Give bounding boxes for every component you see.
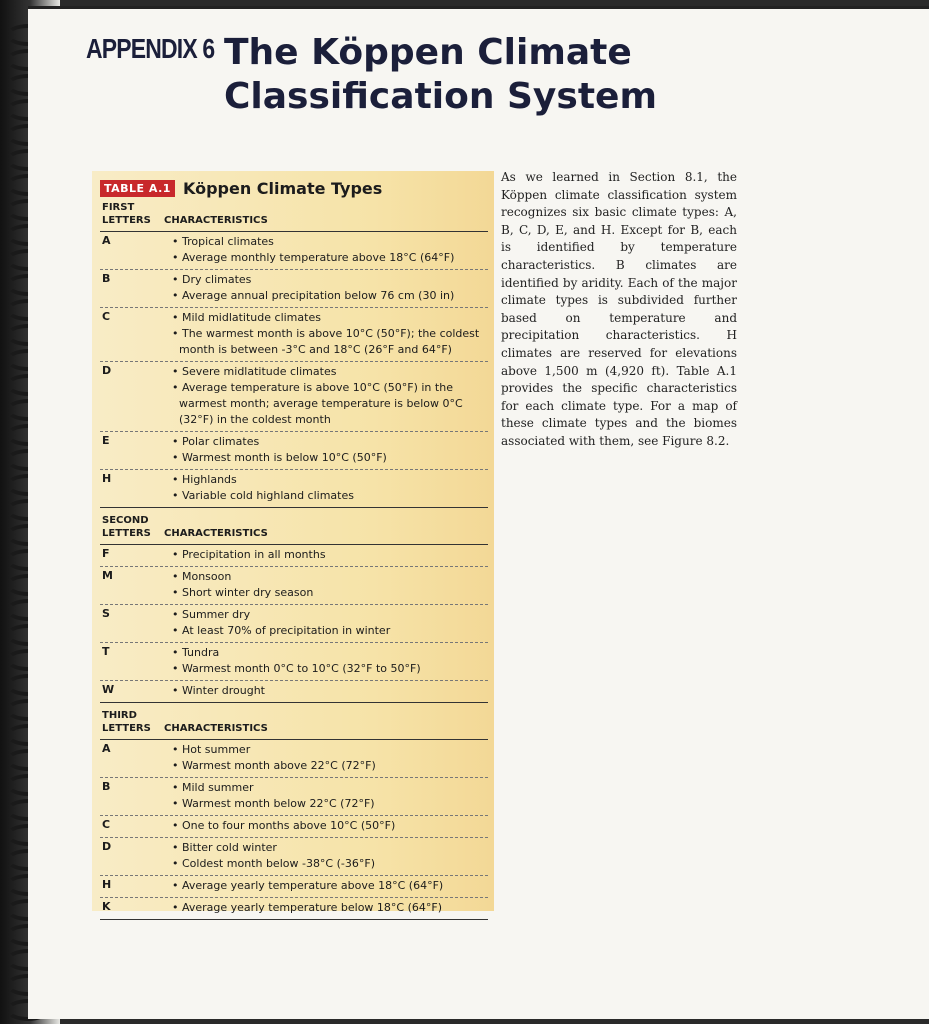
table-caption (100, 177, 382, 199)
climate-characteristics (172, 818, 395, 834)
climate-characteristics (172, 310, 479, 358)
climate-letter: H (102, 472, 112, 485)
section-rule (100, 739, 488, 740)
section-header (102, 201, 268, 227)
climate-letter: B (102, 272, 111, 285)
climate-characteristics (172, 645, 421, 677)
row-separator (100, 469, 488, 470)
climate-characteristics (172, 547, 326, 563)
row-separator (100, 307, 488, 308)
climate-characteristics (172, 780, 375, 812)
characteristic-line: • Tropical climates (172, 235, 274, 248)
section-header-letters: SECOND LETTERS (102, 515, 151, 539)
row-separator (100, 702, 488, 703)
row-separator (100, 507, 488, 508)
climate-letter: C (102, 310, 111, 323)
climate-characteristics (172, 472, 354, 504)
row-separator (100, 361, 488, 362)
climate-characteristics (172, 607, 390, 639)
climate-letter: A (102, 234, 111, 247)
climate-characteristics (172, 272, 454, 304)
climate-letter: E (102, 434, 110, 447)
row-separator (100, 897, 488, 898)
characteristic-line: • Summer dry (172, 608, 251, 621)
row-separator (100, 642, 488, 643)
characteristic-line: • Precipitation in all months (172, 548, 326, 561)
characteristic-line: • Severe midlatitude climates (172, 365, 337, 378)
characteristic-line: • Average annual precipitation below 76 cm (30 in) (172, 289, 455, 302)
characteristic-line: • Average yearly temperature above 18°C (64°F) (172, 879, 444, 892)
climate-letter: H (102, 878, 112, 891)
climate-letter: T (102, 645, 110, 658)
climate-letter: M (102, 569, 113, 582)
row-separator (100, 680, 488, 681)
section-header (102, 709, 268, 735)
climate-characteristics (172, 683, 265, 699)
section-header-characteristics: CHARACTERISTICS (164, 528, 268, 539)
characteristic-line: • Tundra (172, 646, 220, 659)
climate-letter: W (102, 683, 115, 696)
climate-characteristics (172, 364, 463, 428)
climate-letter: S (102, 607, 110, 620)
row-separator (100, 566, 488, 567)
characteristic-line: month is between -3°C and 18°C (26°F and 64°F) (172, 343, 452, 356)
section-rule (100, 544, 488, 545)
characteristic-line: • Monsoon (172, 570, 232, 583)
row-separator (100, 815, 488, 816)
koppen-table (92, 171, 494, 914)
characteristic-line: • Warmest month 0°C to 10°C (32°F to 50°F) (172, 662, 421, 675)
characteristic-line: • Hot summer (172, 743, 251, 756)
climate-letter: K (102, 900, 111, 913)
climate-characteristics (172, 742, 376, 774)
characteristic-line: • The warmest month is above 10°C (50°F); the coldest (172, 327, 480, 340)
climate-letter: F (102, 547, 110, 560)
section-header-letters: FIRST LETTERS (102, 202, 151, 226)
table-number-badge: TABLE A.1 (100, 180, 175, 197)
climate-letter: C (102, 818, 111, 831)
climate-characteristics (172, 900, 442, 916)
characteristic-line: (32°F) in the coldest month (172, 413, 331, 426)
characteristic-line: • Coldest month below -38°C (-36°F) (172, 857, 375, 870)
table-title: Köppen Climate Types (182, 178, 383, 198)
row-separator (100, 431, 488, 432)
climate-characteristics (172, 878, 443, 894)
page-title: The Köppen Climate Classification System (224, 32, 657, 117)
characteristic-line: • Dry climates (172, 273, 252, 286)
section-header-letters: THIRD LETTERS (102, 710, 151, 734)
characteristic-line: • Warmest month is below 10°C (50°F) (172, 451, 387, 464)
row-separator (100, 919, 488, 920)
characteristic-line: • One to four months above 10°C (50°F) (172, 819, 396, 832)
characteristic-line: • At least 70% of precipitation in winter (172, 624, 391, 637)
characteristic-line: warmest month; average temperature is below 0°C (172, 397, 463, 410)
characteristic-line: • Winter drought (172, 684, 265, 697)
characteristic-line: • Average temperature is above 10°C (50°F) in the (172, 381, 453, 394)
characteristic-line: • Mild summer (172, 781, 254, 794)
row-separator (100, 837, 488, 838)
book-page (28, 6, 929, 1019)
characteristic-line: • Bitter cold winter (172, 841, 277, 854)
characteristic-line: • Highlands (172, 473, 237, 486)
characteristic-line: • Mild midlatitude climates (172, 311, 321, 324)
climate-letter: D (102, 840, 112, 853)
row-separator (100, 875, 488, 876)
climate-letter: D (102, 364, 112, 377)
climate-characteristics (172, 569, 313, 601)
section-rule (100, 231, 488, 232)
row-separator (100, 777, 488, 778)
climate-letter: A (102, 742, 111, 755)
appendix-label: APPENDIX 6 (86, 33, 215, 64)
section-header-characteristics: CHARACTERISTICS (164, 723, 268, 734)
characteristic-line: • Polar climates (172, 435, 260, 448)
climate-characteristics (172, 234, 454, 266)
section-header (102, 514, 268, 540)
characteristic-line: • Variable cold highland climates (172, 489, 354, 502)
characteristic-line: • Warmest month below 22°C (72°F) (172, 797, 375, 810)
row-separator (100, 269, 488, 270)
row-separator (100, 604, 488, 605)
climate-characteristics (172, 434, 387, 466)
climate-characteristics (172, 840, 375, 872)
section-header-characteristics: CHARACTERISTICS (164, 215, 268, 226)
characteristic-line: • Average monthly temperature above 18°C (64°F) (172, 251, 455, 264)
characteristic-line: • Average yearly temperature below 18°C (64°F) (172, 901, 443, 914)
characteristic-line: • Warmest month above 22°C (72°F) (172, 759, 376, 772)
characteristic-line: • Short winter dry season (172, 586, 314, 599)
climate-letter: B (102, 780, 111, 793)
body-paragraph: As we learned in Section 8.1, the Köppen climate classification system recognizes six basic climate types: A, B, C, D, E, and H. Except for B, each is identified by temperature characteristics. B climates are identified by aridity. Each of the major climate types is subdivided further based on temperature and precipitation characteristics. H climates are reserved for elevations above 1,500 m (4,920 ft). Table A.1 provides the specific characteristics for each climate type. For a map of these climate types and the biomes associated with them, see Figure 8.2. (501, 170, 737, 448)
